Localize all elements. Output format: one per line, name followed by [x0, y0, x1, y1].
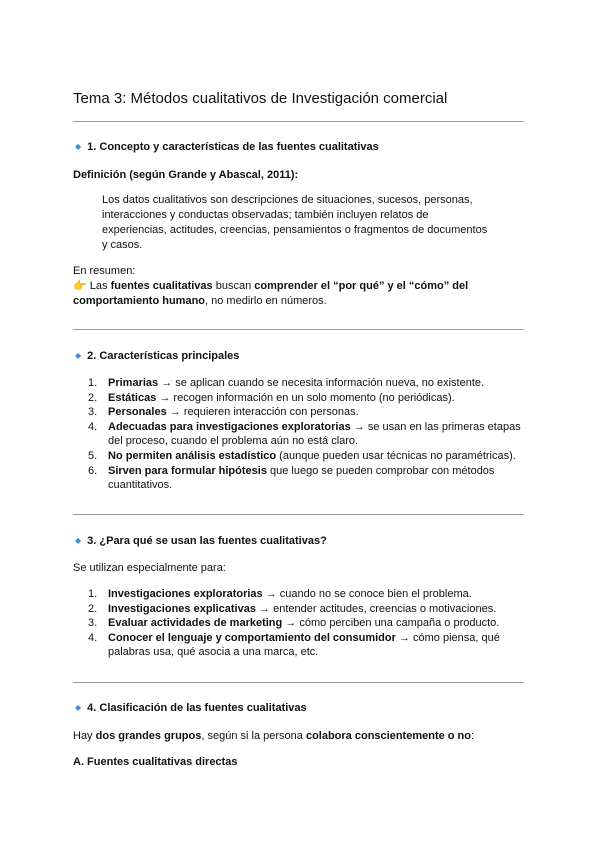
diamond-bullet-icon: ◆ [75, 142, 82, 151]
definition-label: Definición (según Grande y Abascal, 2011): [73, 169, 299, 181]
list-item: 1. Primarias → se aplican cuando se necesita información nueva, no existente. [88, 377, 485, 389]
list-item: 5. No permiten análisis estadístico (aunque pueden usar técnicas no paramétricas). [88, 449, 516, 462]
quote-line: Los datos cualitativos son descripciones de situaciones, sucesos, personas, [102, 194, 473, 206]
list-item: 4. Conocer el lenguaje y comportamiento del consumidor → cómo piensa, qué palabras usa, qué asocia a una marca, etc. [88, 631, 500, 659]
divider [73, 682, 524, 683]
list-item: 3. Personales → requieren interacción con personas. [88, 406, 359, 419]
diamond-bullet-icon: ◆ [75, 703, 82, 712]
summary-line-2: comportamiento humano, no medirlo en números. [73, 295, 327, 307]
section-heading-2 [75, 350, 239, 362]
section4-intro: Hay dos grandes grupos, según si la persona colabora conscientemente o no: [73, 730, 475, 742]
divider [73, 514, 524, 515]
uses-list [88, 587, 528, 660]
list-item: 4. Adecuadas para investigaciones exploratorias → se usan en las primeras etapas del proceso, cuando el problema aún no está claro. [88, 420, 521, 448]
section-heading-4 [75, 702, 307, 714]
pointing-hand-icon: 👉 [73, 280, 87, 292]
divider [73, 329, 524, 330]
list-item: 2. Investigaciones explicativas → entender actitudes, creencias o motivaciones. [88, 602, 497, 615]
section-heading-1 [75, 141, 379, 153]
page-title: Tema 3: Métodos cualitativos de Investigación comercial [73, 90, 448, 107]
section-heading-text: 2. Características principales [87, 350, 240, 362]
quote-line: experiencias, actitudes, creencias, pensamientos o fragmentos de documentos [102, 224, 488, 236]
list-item: 1. Investigaciones exploratorias → cuando no se conoce bien el problema. [88, 588, 472, 600]
list-item: 6. Sirven para formular hipótesis que luego se pueden comprobar con métodos cuantitativos. [88, 464, 495, 492]
summary-intro: En resumen: [73, 265, 136, 277]
list-item: 3. Evaluar actividades de marketing → cómo perciben una campaña o producto. [88, 617, 500, 630]
section3-intro: Se utilizan especialmente para: [73, 562, 226, 574]
diamond-bullet-icon: ◆ [75, 351, 82, 360]
divider [73, 121, 524, 122]
diamond-bullet-icon: ◆ [75, 536, 82, 545]
section-heading-text: 3. ¿Para qué se usan las fuentes cualitativas? [87, 535, 327, 547]
definition-quote [102, 193, 502, 253]
section-heading-3 [75, 535, 327, 547]
section-heading-text: 1. Concepto y características de las fuentes cualitativas [87, 141, 379, 153]
summary-line-1: 👉 Las fuentes cualitativas buscan comprender el “por qué” y el “cómo” del [73, 280, 469, 292]
quote-line: interacciones y conductas observadas; también incluyen relatos de [102, 209, 429, 221]
quote-line: y casos. [102, 239, 143, 251]
characteristics-list [88, 376, 528, 493]
subheading-direct-sources: A. Fuentes cualitativas directas [73, 756, 238, 768]
list-item: 2. Estáticas → recogen información en un solo momento (no periódicas). [88, 391, 455, 404]
section-heading-text: 4. Clasificación de las fuentes cualitativas [87, 702, 307, 714]
